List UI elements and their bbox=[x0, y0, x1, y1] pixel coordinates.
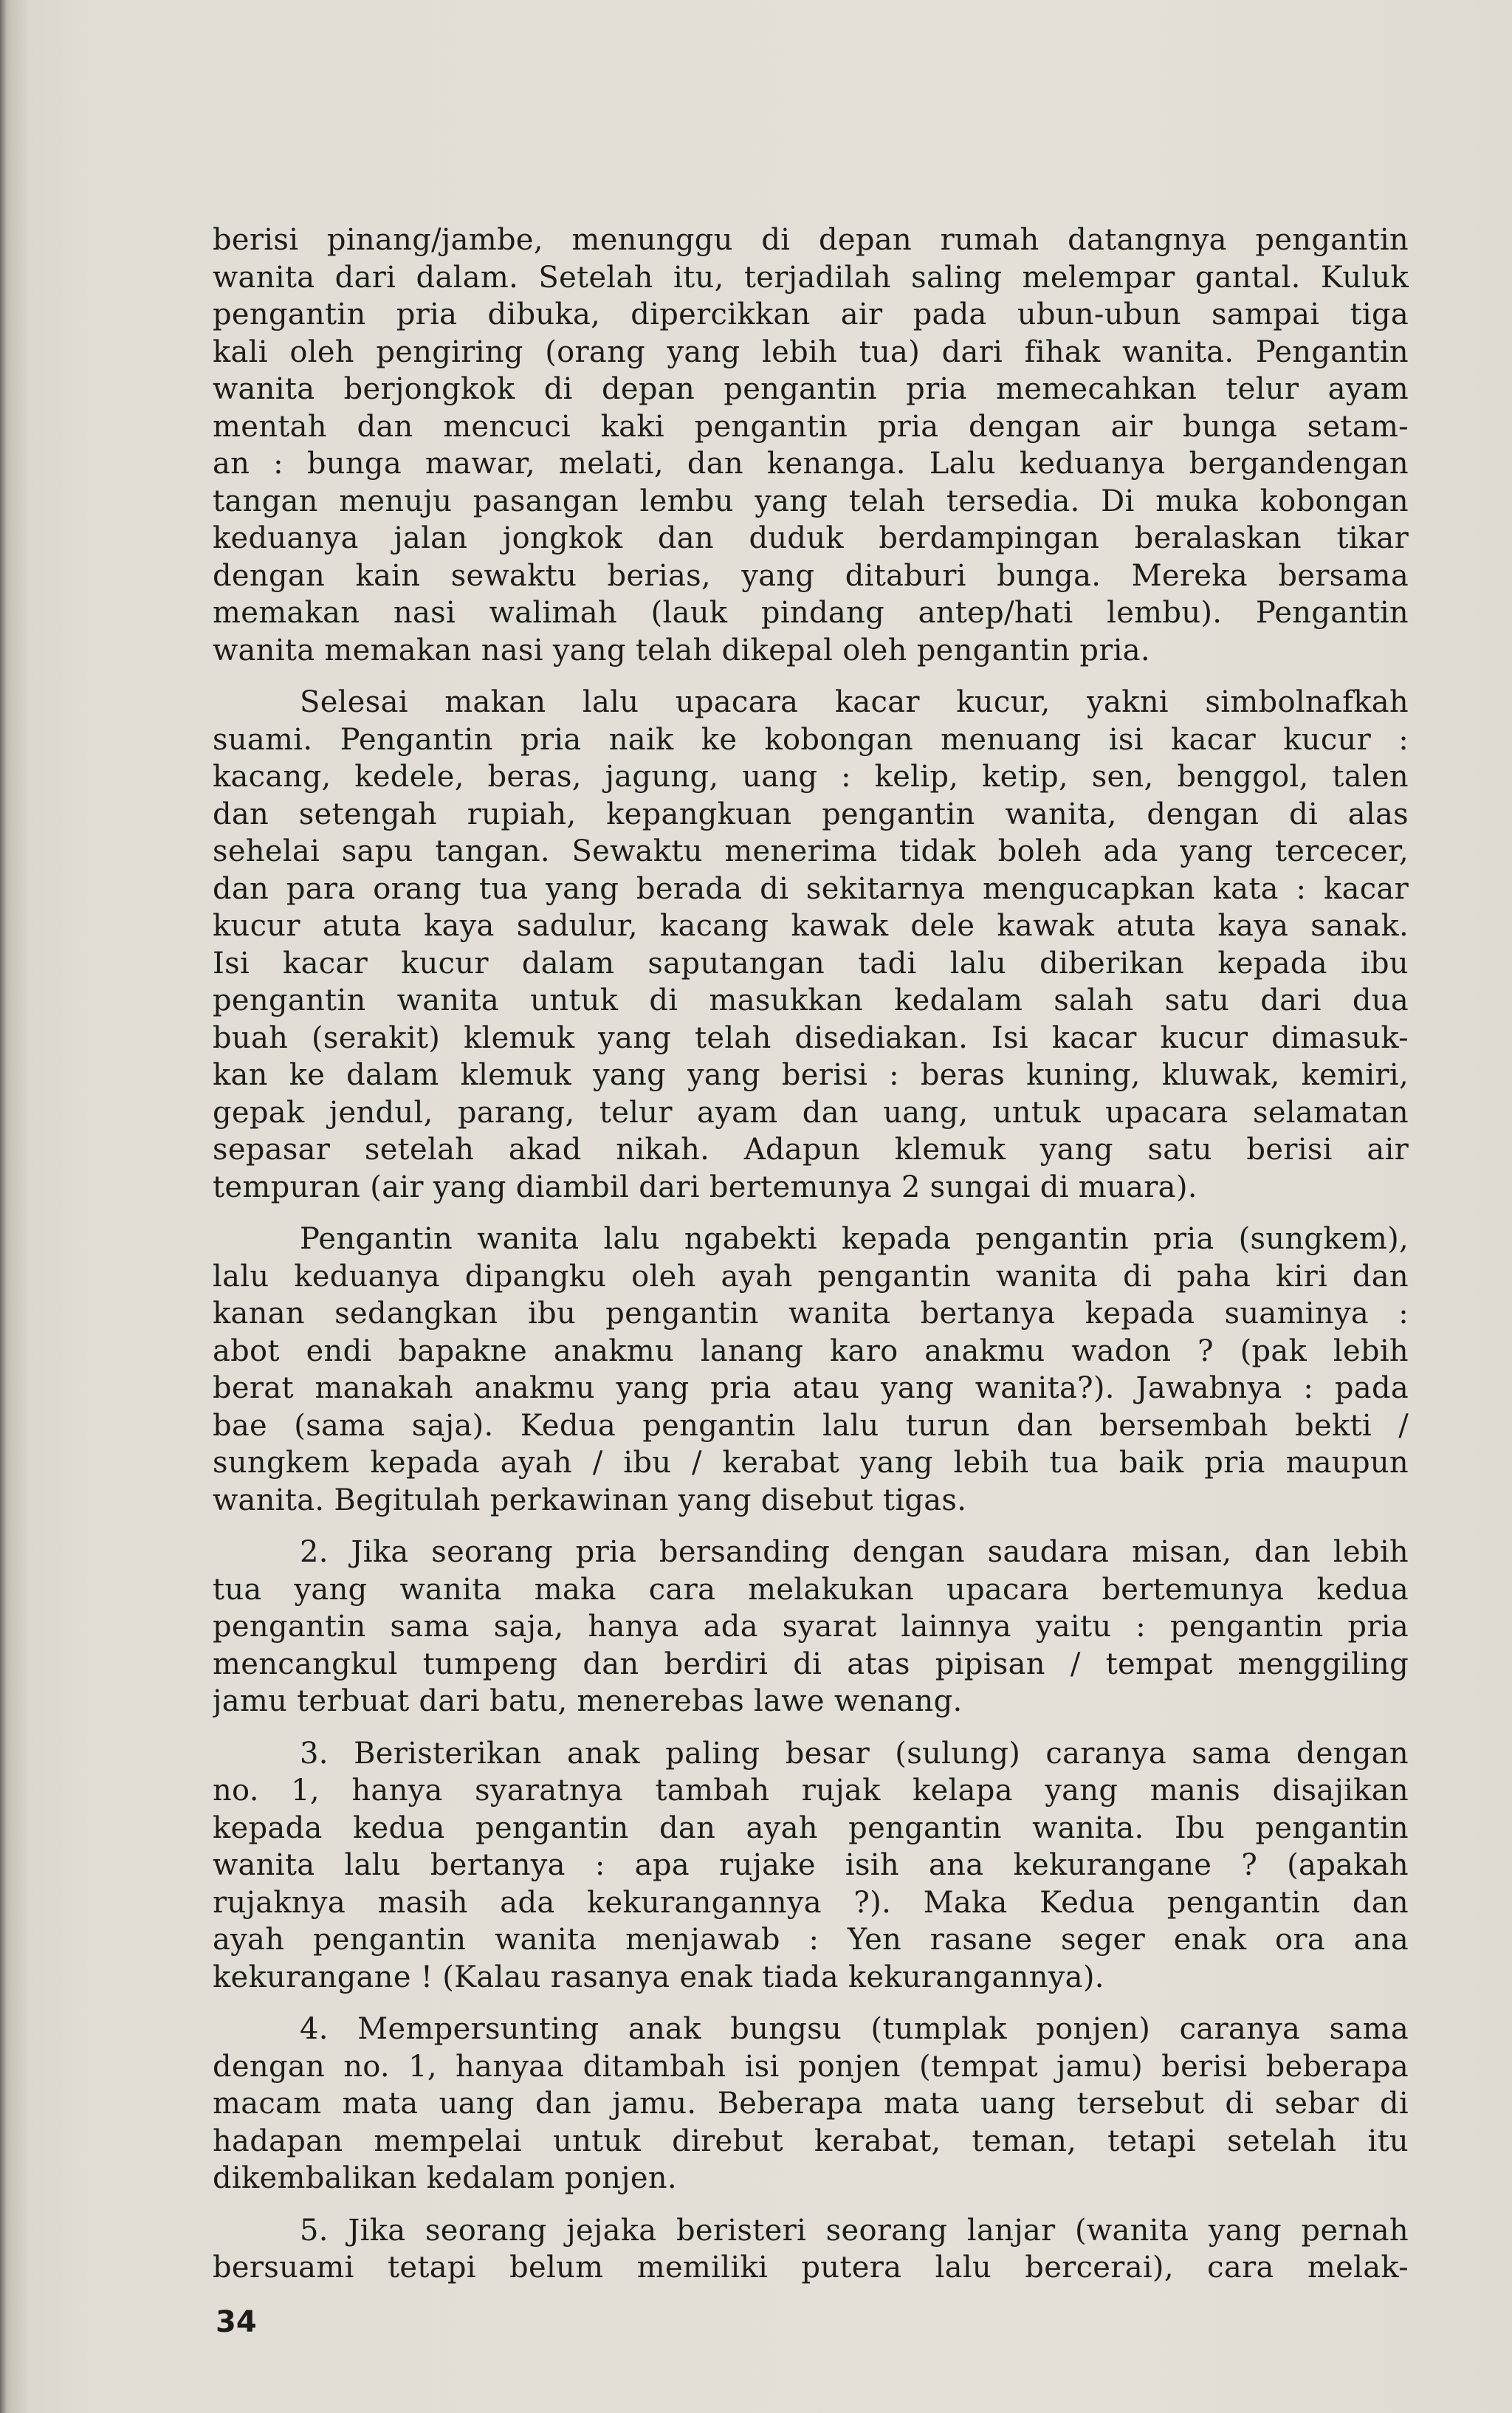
text-line: pengantin wanita untuk di masukkan kedalam salah satu dari dua bbox=[213, 984, 1409, 1017]
text-line: kepada kedua pengantin dan ayah pengantin wanita. Ibu pengantin bbox=[213, 1810, 1409, 1845]
text-line: 2. Jika seorang pria bersanding dengan saudara misan, dan lebih bbox=[300, 1535, 1409, 1569]
text-line: Pengantin wanita lalu ngabekti kepada pengantin pria (sungkem), bbox=[300, 1222, 1409, 1256]
text-line: tua yang wanita maka cara melakukan upacara bertemunya kedua bbox=[213, 1572, 1409, 1607]
text-line: sehelai sapu tangan. Sewaktu menerima tidak boleh ada yang tercecer, bbox=[213, 834, 1409, 868]
text-line: macam mata uang dan jamu. Beberapa mata uang tersebut di sebar di bbox=[213, 2087, 1409, 2121]
text-line: keduanya jalan jongkok dan duduk berdampingan beralaskan tikar bbox=[213, 521, 1409, 555]
text-line: bersuami tetapi belum memiliki putera lalu bercerai), cara melak- bbox=[213, 2251, 1409, 2285]
text-line: berisi pinang/jambe, menunggu di depan rumah datangnya pengantin bbox=[213, 223, 1409, 257]
paragraph bbox=[213, 1534, 1409, 1720]
text-line: mentah dan mencuci kaki pengantin pria dengan air bunga setam- bbox=[213, 409, 1409, 444]
text-line: hadapan mempelai untuk direbut kerabat, teman, tetapi setelah itu bbox=[213, 2124, 1409, 2158]
text-line: mencangkul tumpeng dan berdiri di atas pipisan / tempat menggiling bbox=[213, 1647, 1409, 1681]
text-line: wanita dari dalam. Setelah itu, terjadilah saling melempar gantal. Kuluk bbox=[213, 260, 1409, 295]
text-line: 3. Beristerikan anak paling besar (sulung) caranya sama dengan bbox=[300, 1736, 1409, 1771]
text-line: dan setengah rupiah, kepangkuan pengantin wanita, dengan di alas bbox=[213, 797, 1409, 831]
text-line: gepak jendul, parang, telur ayam dan uang, untuk upacara selamatan bbox=[213, 1095, 1409, 1130]
text-line: tangan menuju pasangan lembu yang telah tersedia. Di muka kobongan bbox=[213, 484, 1409, 518]
page-number: 34 bbox=[216, 2305, 257, 2339]
text-line: berat manakah anakmu yang pria atau yang wanita?). Jawabnya : pada bbox=[213, 1371, 1409, 1405]
text-line: dan para orang tua yang berada di sekitarnya mengucapkan kata : kacar bbox=[213, 871, 1409, 906]
paragraph bbox=[213, 2212, 1409, 2287]
text-line: dengan kain sewaktu berias, yang ditaburi bunga. Mereka bersama bbox=[213, 558, 1409, 593]
text-line: wanita lalu bertanya : apa rujake isih ana kekurangane ? (apakah bbox=[213, 1848, 1409, 1882]
text-line: buah (serakit) klemuk yang telah disediakan. Isi kacar kucur dimasuk- bbox=[213, 1020, 1409, 1055]
text-line: pengantin pria dibuka, dipercikkan air pada ubun-ubun sampai tiga bbox=[213, 298, 1409, 332]
text-line: kucur atuta kaya sadulur, kacang kawak dele kawak atuta kaya sanak. bbox=[213, 909, 1409, 943]
text-line: sepasar setelah akad nikah. Adapun klemuk yang satu berisi air bbox=[213, 1133, 1409, 1167]
text-line: lalu keduanya dipangku oleh ayah pengantin wanita di paha kiri dan bbox=[213, 1259, 1409, 1294]
text-line: kan ke dalam klemuk yang yang berisi : beras kuning, kluwak, kemiri, bbox=[213, 1058, 1409, 1092]
text-line: sungkem kepada ayah / ibu / kerabat yang lebih tua baik pria maupun bbox=[213, 1446, 1409, 1480]
text-line: abot endi bapakne anakmu lanang karo anakmu wadon ? (pak lebih bbox=[213, 1334, 1409, 1368]
paragraph bbox=[213, 1735, 1409, 1997]
text-line: wanita memakan nasi yang telah dikepal oleh pengantin pria. bbox=[213, 633, 1150, 667]
text-line: bae (sama saja). Kedua pengantin lalu turun dan bersembah bekti / bbox=[213, 1408, 1409, 1443]
text-line: rujaknya masih ada kekurangannya ?). Maka Kedua pengantin dan bbox=[213, 1885, 1409, 1920]
text-line: pengantin sama saja, hanya ada syarat lainnya yaitu : pengantin pria bbox=[213, 1610, 1409, 1644]
paragraph bbox=[213, 1221, 1409, 1519]
text-line: memakan nasi walimah (lauk pindang antep/hati lembu). Pengantin bbox=[213, 596, 1409, 630]
text-line: Selesai makan lalu upacara kacar kucur, yakni simbolnafkah bbox=[300, 685, 1409, 719]
text-line: wanita berjongkok di depan pengantin pria memecahkan telur ayam bbox=[213, 372, 1409, 406]
text-line: Isi kacar kucur dalam saputangan tadi lalu diberikan kepada ibu bbox=[213, 946, 1409, 981]
text-line: an : bunga mawar, melati, dan kenanga. Lalu keduanya bergandengan bbox=[213, 447, 1409, 481]
text-line: tempuran (air yang diambil dari bertemunya 2 sungai di muara). bbox=[213, 1170, 1197, 1204]
text-line: suami. Pengantin pria naik ke kobongan menuang isi kacar kucur : bbox=[213, 722, 1409, 757]
text-line: ayah pengantin wanita menjawab : Yen rasane seger enak ora ana bbox=[213, 1923, 1409, 1957]
text-line: 4. Mempersunting anak bungsu (tumplak ponjen) caranya sama bbox=[300, 2012, 1409, 2046]
paragraph bbox=[213, 684, 1409, 1206]
text-line: kanan sedangkan ibu pengantin wanita bertanya kepada suaminya : bbox=[213, 1297, 1409, 1331]
text-line: kali oleh pengiring (orang yang lebih tua) dari fihak wanita. Pengantin bbox=[213, 334, 1409, 369]
text-line: wanita. Begitulah perkawinan yang disebut tigas. bbox=[213, 1483, 967, 1517]
paragraph bbox=[213, 222, 1409, 669]
text-line: jamu terbuat dari batu, menerebas lawe wenang. bbox=[213, 1684, 963, 1718]
text-line: dikembalikan kedalam ponjen. bbox=[213, 2161, 677, 2195]
text-line: kacang, kedele, beras, jagung, uang : kelip, ketip, sen, benggol, talen bbox=[213, 760, 1409, 794]
paragraph bbox=[213, 2011, 1409, 2197]
text-line: kekurangane ! (Kalau rasanya enak tiada kekurangannya). bbox=[213, 1960, 1104, 1994]
text-line: dengan no. 1, hanyaa ditambah isi ponjen (tempat jamu) berisi beberapa bbox=[213, 2049, 1409, 2084]
body-text bbox=[213, 222, 1409, 2287]
text-line: 5. Jika seorang jejaka beristeri seorang lanjar (wanita yang pernah bbox=[300, 2213, 1409, 2248]
text-line: no. 1, hanya syaratnya tambah rujak kelapa yang manis disajikan bbox=[213, 1774, 1409, 1808]
